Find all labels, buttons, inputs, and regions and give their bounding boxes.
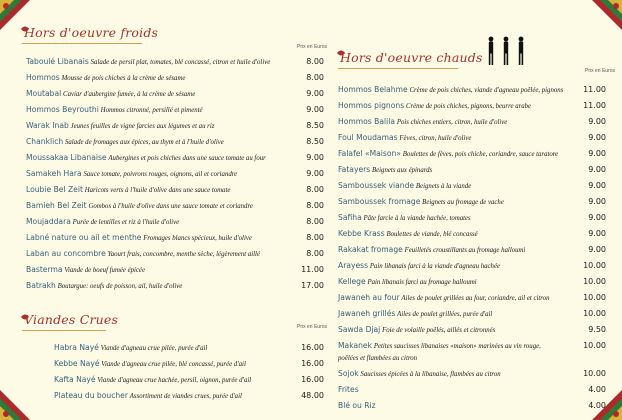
list-item-continuation: poêlées et flambées au citron (338, 355, 418, 362)
list-item: Taboulé Libanais Salade de persil plat, tomates, blé concassé, citron et huile d'olive 8.00 (26, 57, 324, 66)
list-item: Plateau du boucher Assortiment de viandes crues, purée d'ail 48.00 (54, 391, 324, 400)
price-header: Prix en Euros (585, 68, 616, 74)
list-item: Arayess Pain libanais farci à la viande d'agneau hachée 10.00 (338, 261, 606, 270)
list-item: Hommos pignons Crème de pois chiches, pignons, beurre arabe 11.00 (338, 101, 606, 110)
list-item: Sawda Djaj Foie de volaille poêlés, aillés et citronnés 9.50 (338, 325, 606, 334)
section-underline (338, 68, 458, 69)
list-item: Kellege Pain libanais farci au fromage halloumi 10.00 (338, 277, 606, 286)
section-underline (22, 43, 142, 44)
section-underline (22, 330, 106, 331)
corner-ornament-icon (592, 0, 622, 30)
list-hors-chauds (338, 84, 606, 410)
list-item: Moutabal Caviar d'aubergine fumée, à la crème de sésame 9.00 (26, 89, 324, 98)
list-item: Loubie Bel Zeit Haricots verts à l'huile d'olive dans une sauce tomate 8.00 (26, 185, 324, 194)
list-item: Hommos Beyrouthi Hommos citronné, persillé et pimenté 9.00 (26, 105, 324, 114)
list-item: Safiha Pâte farcie à la viande hachée, tomates 9.00 (338, 213, 606, 222)
list-item: Kafta Nayé Viande d'agneau crue hachée, persil, oignon, purée d'ail 16.00 (54, 375, 324, 384)
list-item: Basterma Viande de boeuf fumée épicée 11.00 (26, 265, 324, 274)
list-item: Falafel «Maison» Boulettes de fèves, pois chiche, coriandre, sauce taratore 9.00 (338, 149, 606, 158)
list-item: Samakeh Hara Sauce tomate, poivrons rouges, oignons, ail et coriandre 9.00 (26, 169, 324, 178)
list-item: Chanklich Salade de fromages aux épices, au thym et à l'huile d'olive 8.50 (26, 137, 324, 146)
section-title-hors-chauds: Hors d'oeuvre chauds (340, 50, 483, 65)
list-item: Laban au concombre Yaourt frais, concombre, menthe sèche, légèrement aillé 8.00 (26, 249, 324, 258)
section-title-viandes-crues: Viandes Crues (24, 312, 119, 327)
list-hors-froids (26, 56, 324, 296)
list-item: Blé ou Riz 4.00 (338, 401, 606, 410)
price-header: Prix en Euros (297, 324, 328, 330)
list-item: Makanek Petites saucisses libanaises «maison» marinées au vin rouge, 10.00 (338, 341, 606, 350)
list-item: Foul Moudamas Fèves, citron, huile d'olive 9.00 (338, 133, 606, 142)
list-item: Moujaddara Purée de lentilles et riz à l'huile d'olive 8.00 (26, 217, 324, 226)
list-item: Hommos Balila Pois chiches entiers, citron, huile d'olive 9.00 (338, 117, 606, 126)
list-item: Rakakat fromage Feuilletés croustillants au fromage halloumi 9.00 (338, 245, 606, 254)
list-item: Moussakaa Libanaise Aubergines et pois chiches dans une sauce tomate au four 9.00 (26, 153, 324, 162)
list-item: Sojok Saucisses épicées à la libanaise, flambées au citron 10.00 (338, 369, 606, 378)
list-item: Hommos Belahme Crème de pois chiches, viande d'agneau poêlée, pignons 11.00 (338, 85, 606, 94)
list-item: Frites 4.00 (338, 385, 606, 394)
corner-ornament-icon (0, 390, 30, 420)
list-item: Samboussek viande Beignets à la viande 9.00 (338, 181, 606, 190)
list-viandes-crues (54, 342, 324, 408)
list-item: Batrakh Boutargue: oeufs de poisson, ail, huile d'olive 17.00 (26, 281, 324, 290)
list-item: Bamieh Bel Zeit Gombos à l'huile d'olive dans une sauce tomate et coriandre 8.00 (26, 201, 324, 210)
list-item: Labné nature ou ail et menthe Fromages blancs spécieux, huile d'olive 8.00 (26, 233, 324, 242)
price-header: Prix en Euros (297, 44, 328, 50)
list-item: Warak Inab Jeunes feuilles de vigne farcies aux légumes et au riz 8.50 (26, 121, 324, 130)
list-item: Jawaneh au four Ailes de poulet grillées au four, coriandre, ail et citron 10.00 (338, 293, 606, 302)
warrior-figures-icon (484, 36, 528, 66)
list-item: Jawaneh grillés Ailes de poulet grillées, purée d'ail 10.00 (338, 309, 606, 318)
list-item: Hommos Mousse de pois chiches à la crème de sésame 8.00 (26, 73, 324, 82)
list-item: Kebbe Nayé Viande d'agneau crue pilée, blé concassé, purée d'ail 16.00 (54, 359, 324, 368)
list-item: Fatayers Beignets aux épinards 9.00 (338, 165, 606, 174)
list-item: Kebbe Krass Boulettes de viande, blé concassé 9.00 (338, 229, 606, 238)
section-title-hors-froids: Hors d'oeuvre froids (24, 25, 159, 40)
list-item: Habra Nayé Viande d'agneau crue pilée, purée d'ail 16.00 (54, 343, 324, 352)
list-item: Samboussek fromage Beignets au fromage de vache 9.00 (338, 197, 606, 206)
